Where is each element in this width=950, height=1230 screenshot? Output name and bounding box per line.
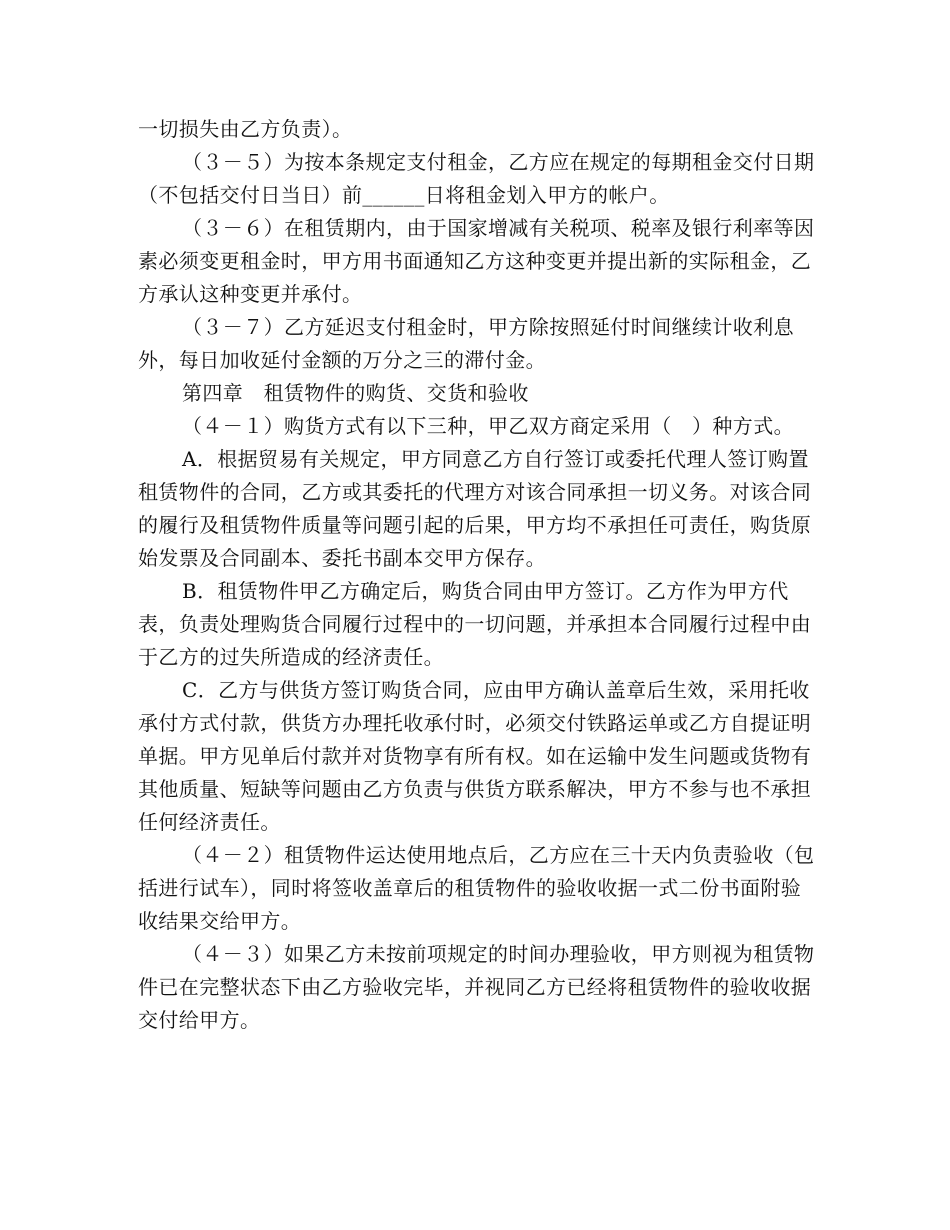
chapter-4-heading: 第四章 租赁物件的购货、交货和验收 — [182, 381, 529, 405]
clause-4-1: （４－１）购货方式有以下三种，甲乙双方商定采用（ ）种方式。 — [182, 414, 794, 438]
clause-3-7: （３－７）乙方延迟支付租金时，甲方除按照延付时间继续计收利息外，每日加收延付金额的万分之三的滞付金。 — [138, 315, 794, 372]
clause-3-5: （３－５）为按本条规定支付租金，乙方应在规定的每期租金交付日期（不包括交付日当日）前______日将租金划入甲方的帐户。 — [138, 150, 815, 207]
clause-4-3: （４－３）如果乙方未按前项规定的时间办理验收，甲方则视为租赁物件已在完整状态下由乙方验收完毕，并视同乙方已经将租赁物件的验收收据交付给甲方。 — [138, 942, 815, 1032]
option-b: B．租赁物件甲乙方确定后，购货合同由甲方签订。乙方作为甲方代表，负责处理购货合同履行过程中的一切问题，并承担本合同履行过程中由于乙方的过失所造成的经济责任。 — [138, 579, 812, 669]
option-a: A．根据贸易有关规定，甲方同意乙方自行签订或委托代理人签订购置租赁物件的合同，乙方或其委托的代理方对该合同承担一切义务。对该合同的履行及租赁物件质量等问题引起的后果，甲方均不承担任可责任，购货原始发票及合同副本、委托书副本交甲方保存。 — [138, 447, 812, 570]
document-body — [138, 113, 818, 1037]
paragraph-continuation: 一切损失由乙方负责）。 — [138, 117, 353, 141]
clause-3-6: （３－６）在租赁期内，由于国家增减有关税项、税率及银行利率等因素必须变更租金时，甲方用书面通知乙方这种变更并提出新的实际租金，乙方承认这种变更并承付。 — [138, 216, 815, 306]
option-c: C．乙方与供货方签订购货合同，应由甲方确认盖章后生效，采用托收承付方式付款，供货方办理托收承付时，必须交付铁路运单或乙方自提证明单据。甲方见单后付款并对货物享有所有权。如在运输中发生问题或货物有其他质量、短缺等问题由乙方负责与供货方联系解决，甲方不参与也不承担任何经济责任。 — [138, 678, 812, 834]
clause-4-2: （４－２）租赁物件运达使用地点后，乙方应在三十天内负责验收（包括进行试车），同时将签收盖章后的租赁物件的验收收据一式二份书面附验收结果交给甲方。 — [138, 843, 815, 933]
